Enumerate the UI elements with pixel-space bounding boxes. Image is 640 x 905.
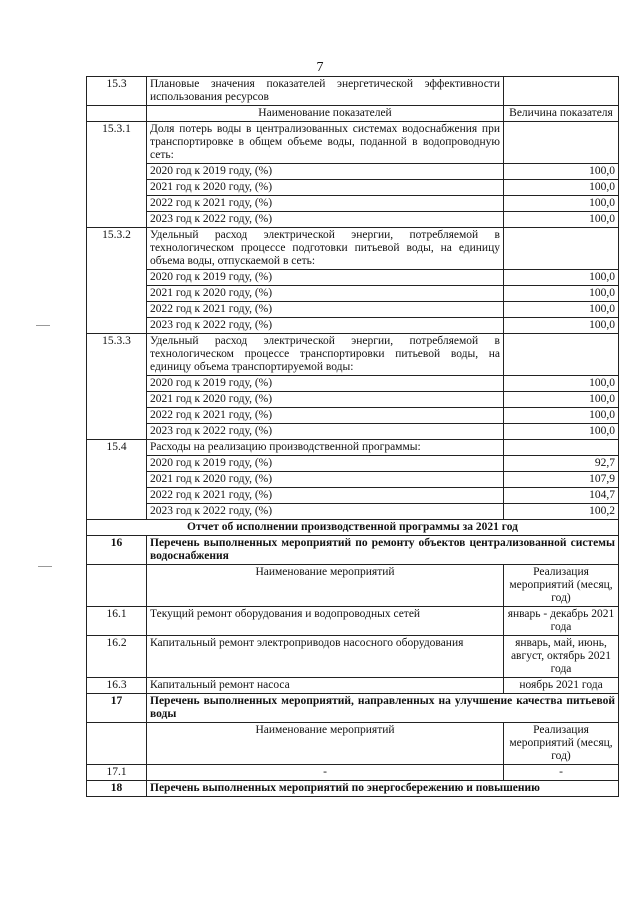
row-value: ноябрь 2021 года xyxy=(504,678,619,694)
table-header-row xyxy=(87,106,619,122)
year-label: 2022 год к 2021 году, (%) xyxy=(147,196,504,212)
column-header-name: Наименование мероприятий xyxy=(147,723,504,765)
row-value: - xyxy=(504,765,619,781)
row-text: Капитальный ремонт насоса xyxy=(147,678,504,694)
year-label: 2020 год к 2019 году, (%) xyxy=(147,376,504,392)
year-label: 2023 год к 2022 году, (%) xyxy=(147,504,504,520)
row-text: Перечень выполненных мероприятий, направленных на улучшение качества питьевой воды xyxy=(147,694,619,723)
table-row xyxy=(87,77,619,106)
year-label: 2023 год к 2022 году, (%) xyxy=(147,424,504,440)
table-row xyxy=(87,456,619,472)
row-text: Удельный расход электрической энергии, потребляемой в технологическом процессе подготовки питьевой воды, на единицу объема воды, отпускаемой в сеть: xyxy=(147,228,504,270)
row-value: январь - декабрь 2021 года xyxy=(504,607,619,636)
row-number: 16.2 xyxy=(87,636,147,678)
table-row xyxy=(87,488,619,504)
table-row xyxy=(87,472,619,488)
empty-cell xyxy=(87,565,147,607)
indicator-value: 100,0 xyxy=(504,318,619,334)
table-row xyxy=(87,392,619,408)
year-label: 2022 год к 2021 году, (%) xyxy=(147,408,504,424)
row-number: 16.3 xyxy=(87,678,147,694)
row-number: 18 xyxy=(87,781,147,797)
table-row xyxy=(87,607,619,636)
indicator-value: 100,0 xyxy=(504,196,619,212)
row-text: Плановые значения показателей энергетической эффективности использования ресурсов xyxy=(147,77,504,106)
year-label: 2021 год к 2020 году, (%) xyxy=(147,180,504,196)
table-row xyxy=(87,180,619,196)
empty-cell xyxy=(504,334,619,376)
table-row xyxy=(87,318,619,334)
table-row xyxy=(87,164,619,180)
table-row xyxy=(87,334,619,376)
margin-mark xyxy=(36,325,50,326)
indicator-value: 100,0 xyxy=(504,180,619,196)
page-number: 7 xyxy=(316,60,324,75)
row-text: Доля потерь воды в централизованных системах водоснабжения при транспортировке в общем объеме воды, поданной в водопроводную сеть: xyxy=(147,122,504,164)
table-row xyxy=(87,440,619,456)
row-value: январь, май, июнь, август, октябрь 2021 года xyxy=(504,636,619,678)
table-row xyxy=(87,765,619,781)
row-number: 15.3.1 xyxy=(87,122,147,228)
table-header-row xyxy=(87,565,619,607)
column-header-value: Величина показателя xyxy=(504,106,619,122)
empty-cell xyxy=(504,228,619,270)
indicator-value: 100,0 xyxy=(504,424,619,440)
table-row xyxy=(87,408,619,424)
row-number: 15.3 xyxy=(87,77,147,106)
indicator-value: 100,2 xyxy=(504,504,619,520)
table-row xyxy=(87,212,619,228)
indicator-value: 92,7 xyxy=(504,456,619,472)
margin-mark xyxy=(38,566,52,567)
year-label: 2022 год к 2021 году, (%) xyxy=(147,488,504,504)
table-row xyxy=(87,376,619,392)
document-table xyxy=(86,76,619,797)
table-row xyxy=(87,694,619,723)
empty-cell xyxy=(87,723,147,765)
row-text: Расходы на реализацию производственной программы: xyxy=(147,440,504,456)
row-text: Перечень выполненных мероприятий по ремонту объектов централизованной системы водоснабжения xyxy=(147,536,619,565)
section-title-row xyxy=(87,520,619,536)
table-row xyxy=(87,302,619,318)
table-row xyxy=(87,286,619,302)
empty-cell xyxy=(504,122,619,164)
column-header-value: Реализация мероприятий (месяц, год) xyxy=(504,565,619,607)
table-header-row xyxy=(87,723,619,765)
report-title: Отчет об исполнении производственной программы за 2021 год xyxy=(87,520,619,536)
table-row xyxy=(87,536,619,565)
indicator-value: 100,0 xyxy=(504,164,619,180)
row-number: 15.4 xyxy=(87,440,147,520)
indicator-value: 100,0 xyxy=(504,392,619,408)
row-text: Капитальный ремонт электроприводов насосного оборудования xyxy=(147,636,504,678)
table-row xyxy=(87,781,619,797)
indicator-value: 100,0 xyxy=(504,212,619,228)
row-number: 16 xyxy=(87,536,147,565)
year-label: 2021 год к 2020 году, (%) xyxy=(147,392,504,408)
table-row xyxy=(87,636,619,678)
row-number: 15.3.2 xyxy=(87,228,147,334)
row-text: Удельный расход электрической энергии, потребляемой в технологическом процессе транспортировки питьевой воды, на единицу объема транспортируемой воды: xyxy=(147,334,504,376)
column-header-name: Наименование мероприятий xyxy=(147,565,504,607)
column-header-value: Реализация мероприятий (месяц, год) xyxy=(504,723,619,765)
indicator-value: 104,7 xyxy=(504,488,619,504)
row-number: 15.3.3 xyxy=(87,334,147,440)
indicator-value: 107,9 xyxy=(504,472,619,488)
row-text: Текущий ремонт оборудования и водопроводных сетей xyxy=(147,607,504,636)
year-label: 2020 год к 2019 году, (%) xyxy=(147,456,504,472)
year-label: 2023 год к 2022 году, (%) xyxy=(147,212,504,228)
indicator-value: 100,0 xyxy=(504,270,619,286)
year-label: 2021 год к 2020 году, (%) xyxy=(147,472,504,488)
indicator-value: 100,0 xyxy=(504,408,619,424)
year-label: 2020 год к 2019 году, (%) xyxy=(147,164,504,180)
row-number: 16.1 xyxy=(87,607,147,636)
table-row xyxy=(87,196,619,212)
row-number: 17 xyxy=(87,694,147,723)
table-row xyxy=(87,270,619,286)
row-text: Перечень выполненных мероприятий по энергосбережению и повышению xyxy=(147,781,619,797)
indicator-value: 100,0 xyxy=(504,376,619,392)
table-row xyxy=(87,504,619,520)
table-row xyxy=(87,122,619,164)
year-label: 2020 год к 2019 году, (%) xyxy=(147,270,504,286)
row-text: - xyxy=(147,765,504,781)
year-label: 2022 год к 2021 году, (%) xyxy=(147,302,504,318)
empty-cell xyxy=(504,440,619,456)
year-label: 2023 год к 2022 году, (%) xyxy=(147,318,504,334)
table-row xyxy=(87,424,619,440)
indicator-value: 100,0 xyxy=(504,302,619,318)
indicator-value: 100,0 xyxy=(504,286,619,302)
column-header-name: Наименование показателей xyxy=(147,106,504,122)
row-number: 17.1 xyxy=(87,765,147,781)
table-row xyxy=(87,228,619,270)
year-label: 2021 год к 2020 году, (%) xyxy=(147,286,504,302)
table-row xyxy=(87,678,619,694)
